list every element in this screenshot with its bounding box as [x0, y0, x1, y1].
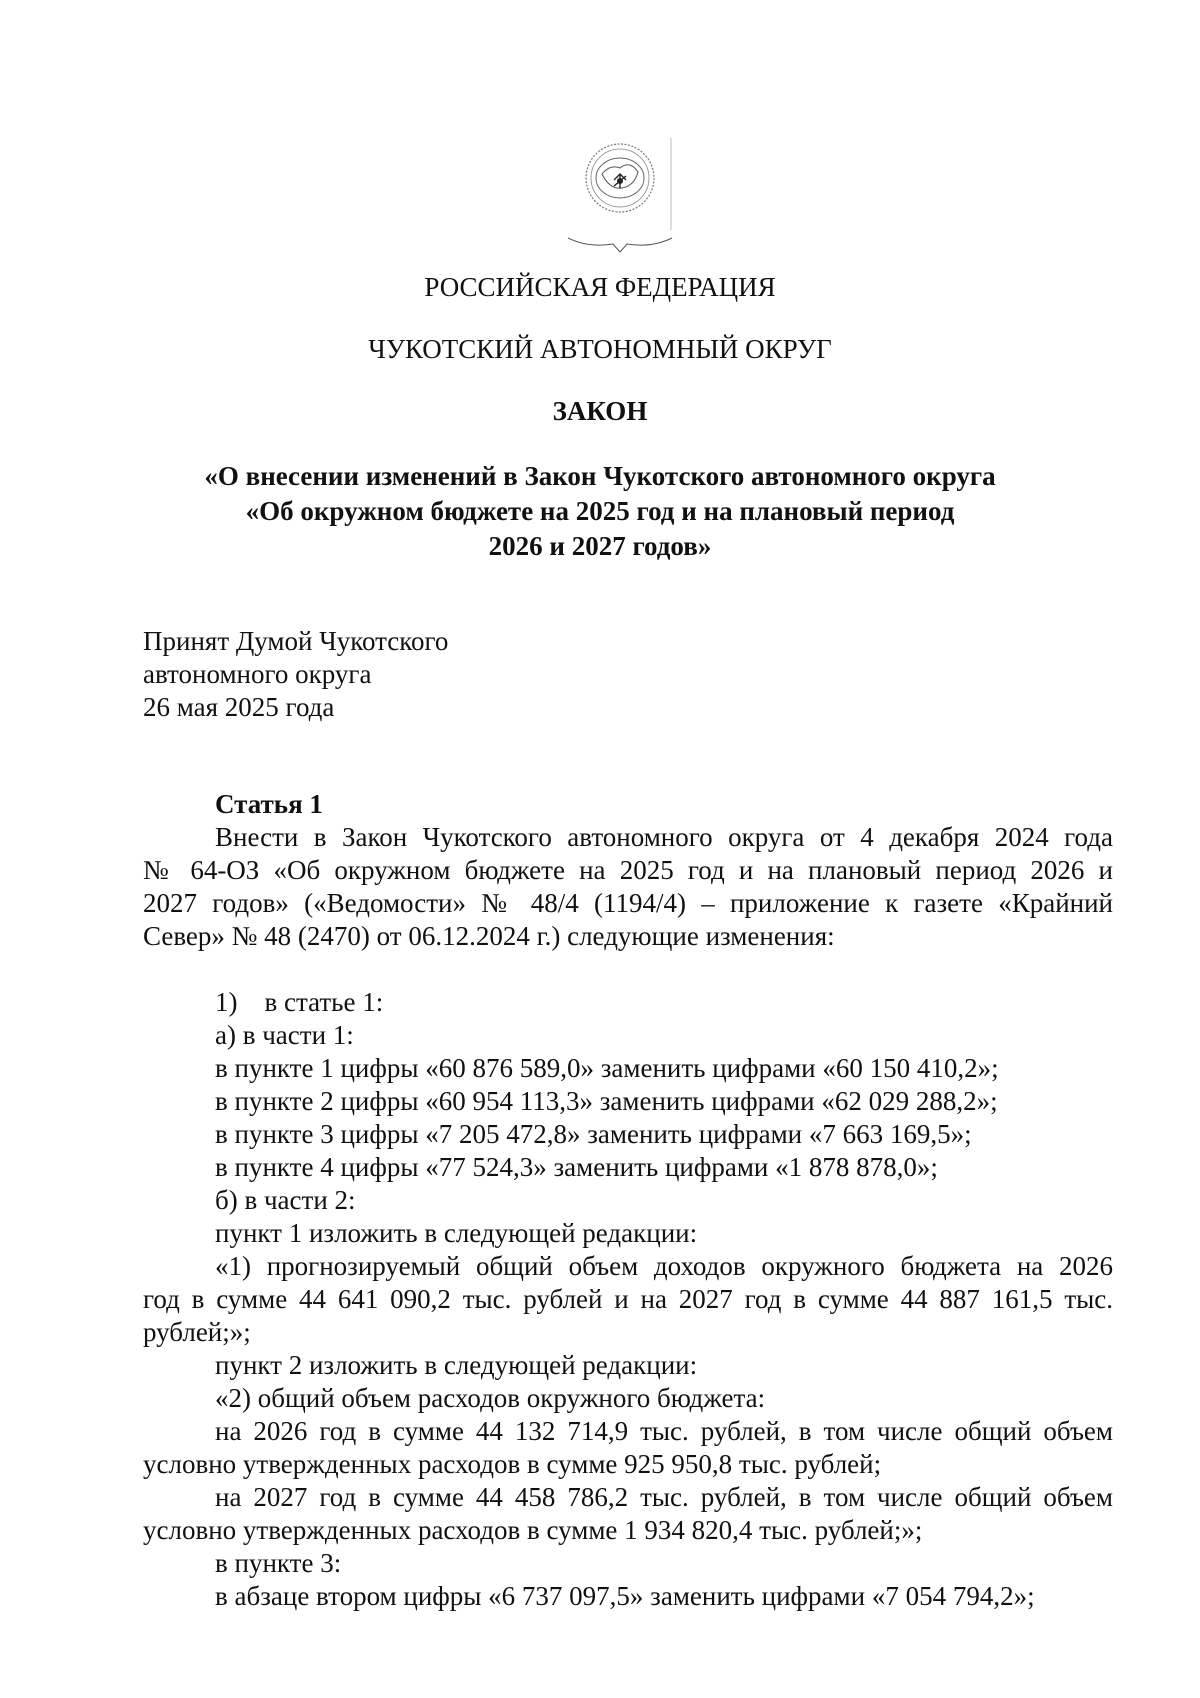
- point-2-change: в пункте 2 цифры «60 954 113,3» заменить цифрами «62 029 288,2»;: [215, 1086, 998, 1116]
- point-2-heading: «2) общий объем расходов окружного бюджета:: [215, 1383, 766, 1413]
- point-3-change: в пункте 3 цифры «7 205 472,8» заменить цифрами «7 663 169,5»;: [215, 1119, 972, 1149]
- article-intro-line: Север» № 48 (2470) от 06.12.2024 г.) следующие изменения:: [143, 921, 835, 951]
- adoption-date: 26 мая 2025 года: [143, 692, 335, 722]
- document-type-heading: ЗАКОН: [552, 396, 648, 426]
- article-intro-line: 2027 годов» («Ведомости» № 48/4 (1194/4) – приложение к газете «Крайний: [143, 888, 1113, 918]
- item-1: 1) в статье 1:: [215, 987, 384, 1017]
- point-1-text-line: год в сумме 44 641 090,2 тыс. рублей и на 2027 год в сумме 44 887 161,5 тыс.: [143, 1284, 1113, 1314]
- article-intro-line: № 64-ОЗ «Об окружном бюджете на 2025 год и на плановый период 2026 и: [143, 855, 1113, 885]
- year-2027-line: условно утвержденных расходов в сумме 1 934 820,4 тыс. рублей;»;: [143, 1515, 923, 1545]
- point-1-text-line: рублей;»;: [143, 1317, 251, 1347]
- year-2026-line: условно утвержденных расходов в сумме 925 950,8 тыс. рублей;: [143, 1449, 882, 1479]
- region-heading: ЧУКОТСКИЙ АВТОНОМНЫЙ ОКРУГ: [368, 334, 832, 364]
- article-heading: Статья 1: [215, 789, 323, 819]
- law-title: [0, 459, 1200, 564]
- part-a: а) в части 1:: [215, 1020, 354, 1050]
- law-title-line: «О внесении изменений в Закон Чукотского автономного округа: [204, 461, 996, 491]
- part-b: б) в части 2:: [215, 1185, 356, 1215]
- point-1-change: в пункте 1 цифры «60 876 589,0» заменить цифрами «60 150 410,2»;: [215, 1053, 999, 1083]
- law-title-line: «Об окружном бюджете на 2025 год и на плановый период: [245, 496, 955, 526]
- point-1-intro: пункт 1 изложить в следующей редакции:: [215, 1218, 698, 1248]
- article-body: [143, 788, 1113, 1613]
- country-heading: РОССИЙСКАЯ ФЕДЕРАЦИЯ: [424, 272, 776, 302]
- law-title-line: 2026 и 2027 годов»: [488, 531, 712, 561]
- point-2-intro: пункт 2 изложить в следующей редакции:: [215, 1350, 698, 1380]
- adoption-line: Принят Думой Чукотского: [143, 626, 449, 656]
- point-1-text-line: «1) прогнозируемый общий объем доходов окружного бюджета на 2026: [215, 1251, 1113, 1281]
- adoption-note: [143, 625, 448, 724]
- point-4-change: в пункте 4 цифры «77 524,3» заменить цифрами «1 878 878,0»;: [215, 1152, 938, 1182]
- point-3-paragraph-2: в абзаце втором цифры «6 737 097,5» заменить цифрами «7 054 794,2»;: [215, 1581, 1035, 1611]
- year-2026-line: на 2026 год в сумме 44 132 714,9 тыс. рублей, в том числе общий объем: [215, 1416, 1113, 1446]
- year-2027-line: на 2027 год в сумме 44 458 786,2 тыс. рублей, в том числе общий объем: [215, 1482, 1113, 1512]
- adoption-line: автономного округа: [143, 659, 372, 689]
- point-3-intro: в пункте 3:: [215, 1548, 342, 1578]
- article-intro-line: Внести в Закон Чукотского автономного округа от 4 декабря 2024 года: [215, 822, 1113, 852]
- coat-of-arms-emblem: [568, 130, 688, 265]
